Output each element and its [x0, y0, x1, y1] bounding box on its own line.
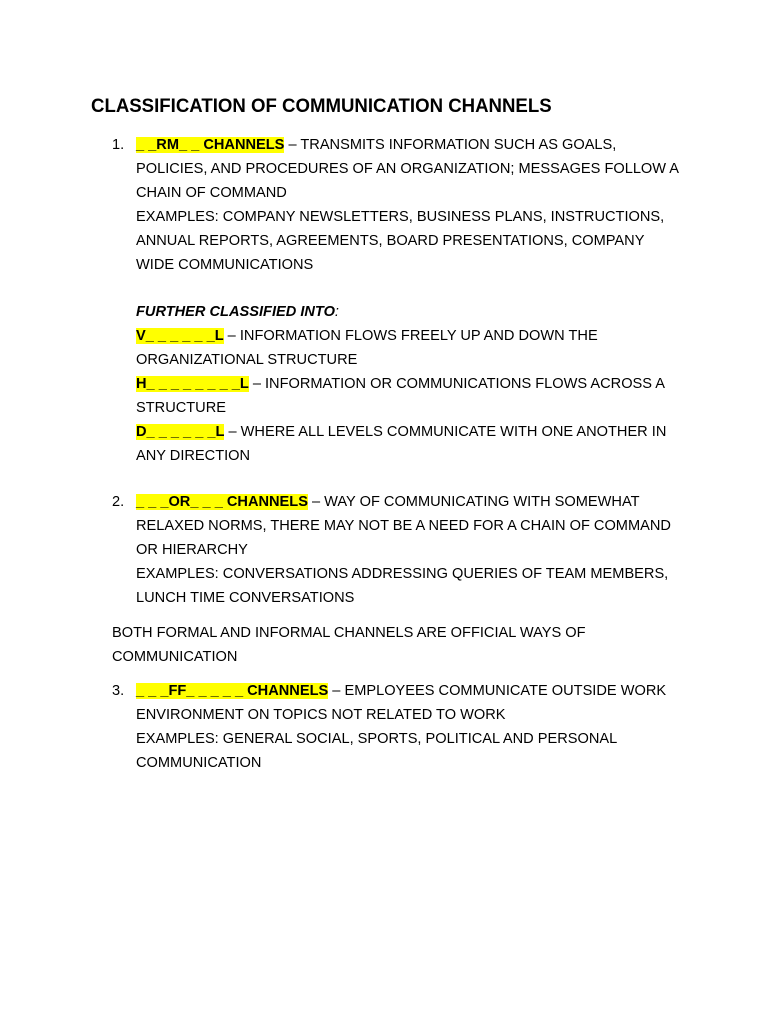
item-1-term: _ _RM_ _ CHANNELS	[136, 137, 285, 153]
item-1-first-line	[136, 134, 696, 158]
further-classified-label: FURTHER CLASSIFIED INTO	[136, 304, 335, 321]
item-2-line: OR HIERARCHY	[136, 541, 248, 558]
item-1-block	[136, 134, 696, 469]
item-2-line: EXAMPLES: CONVERSATIONS ADDRESSING QUERIES OF TEAM MEMBERS,	[136, 565, 669, 582]
item-2-line: LUNCH TIME CONVERSATIONS	[136, 589, 355, 606]
sub-item-horizontal	[136, 373, 696, 397]
further-classified-heading	[136, 301, 696, 325]
item-1-line: WIDE COMMUNICATIONS	[136, 256, 314, 273]
item-3-term: _ _ _FF_ _ _ _ _ CHANNELS	[136, 683, 329, 699]
item-3-block	[136, 680, 696, 776]
note-paragraph	[112, 622, 712, 670]
item-2-first-line	[136, 491, 696, 515]
item-1-line: POLICIES, AND PROCEDURES OF AN ORGANIZATION; MESSAGES FOLLOW A	[136, 160, 680, 177]
sub-item-diagonal	[136, 421, 696, 445]
item-1-line: ANNUAL REPORTS, AGREEMENTS, BOARD PRESENTATIONS, COMPANY	[136, 232, 645, 249]
item-1-line: EXAMPLES: COMPANY NEWSLETTERS, BUSINESS PLANS, INSTRUCTIONS,	[136, 208, 665, 225]
sub-item-diagonal-cont: ANY DIRECTION	[136, 447, 251, 464]
sub-item-vertical-text: – INFORMATION FLOWS FREELY UP AND DOWN THE	[223, 328, 598, 345]
item-3-line: ENVIRONMENT ON TOPICS NOT RELATED TO WORK	[136, 706, 506, 723]
note-line: BOTH FORMAL AND INFORMAL CHANNELS ARE OFFICIAL WAYS OF	[112, 625, 586, 641]
item-2-number: 2.	[112, 494, 125, 510]
page-title: CLASSIFICATION OF COMMUNICATION CHANNELS	[91, 96, 552, 117]
item-2-description: – WAY OF COMMUNICATING WITH SOMEWHAT	[307, 494, 640, 510]
item-1-description: – TRANSMITS INFORMATION SUCH AS GOALS,	[284, 137, 617, 153]
item-3-description: – EMPLOYEES COMMUNICATE OUTSIDE WORK	[328, 683, 667, 699]
sub-item-diagonal-text: – WHERE ALL LEVELS COMMUNICATE WITH ONE ANOTHER IN	[224, 423, 667, 440]
item-3-first-line	[136, 680, 696, 704]
sub-item-vertical-term: V_ _ _ _ _ _L	[136, 328, 224, 345]
sub-item-horizontal-term: H_ _ _ _ _ _ _ _L	[136, 376, 249, 393]
note-line: COMMUNICATION	[112, 648, 238, 665]
sub-item-vertical	[136, 325, 696, 349]
item-3-number: 3.	[112, 683, 125, 699]
item-1-line: CHAIN OF COMMAND	[136, 184, 287, 201]
item-3-line: EXAMPLES: GENERAL SOCIAL, SPORTS, POLITICAL AND PERSONAL	[136, 730, 618, 747]
sub-item-vertical-cont: ORGANIZATIONAL STRUCTURE	[136, 352, 358, 369]
sub-item-horizontal-cont: STRUCTURE	[136, 399, 226, 416]
further-classified-colon: :	[334, 304, 339, 321]
sub-item-horizontal-text: – INFORMATION OR COMMUNICATIONS FLOWS ACROSS A	[248, 376, 666, 393]
item-3-line: COMMUNICATION	[136, 754, 262, 771]
item-2-term: _ _ _OR_ _ _ CHANNELS	[136, 494, 308, 510]
item-1-number: 1.	[112, 137, 125, 153]
item-2-block	[136, 491, 696, 611]
sub-item-diagonal-term: D_ _ _ _ _ _L	[136, 423, 225, 440]
item-2-line: RELAXED NORMS, THERE MAY NOT BE A NEED FOR A CHAIN OF COMMAND	[136, 517, 671, 534]
